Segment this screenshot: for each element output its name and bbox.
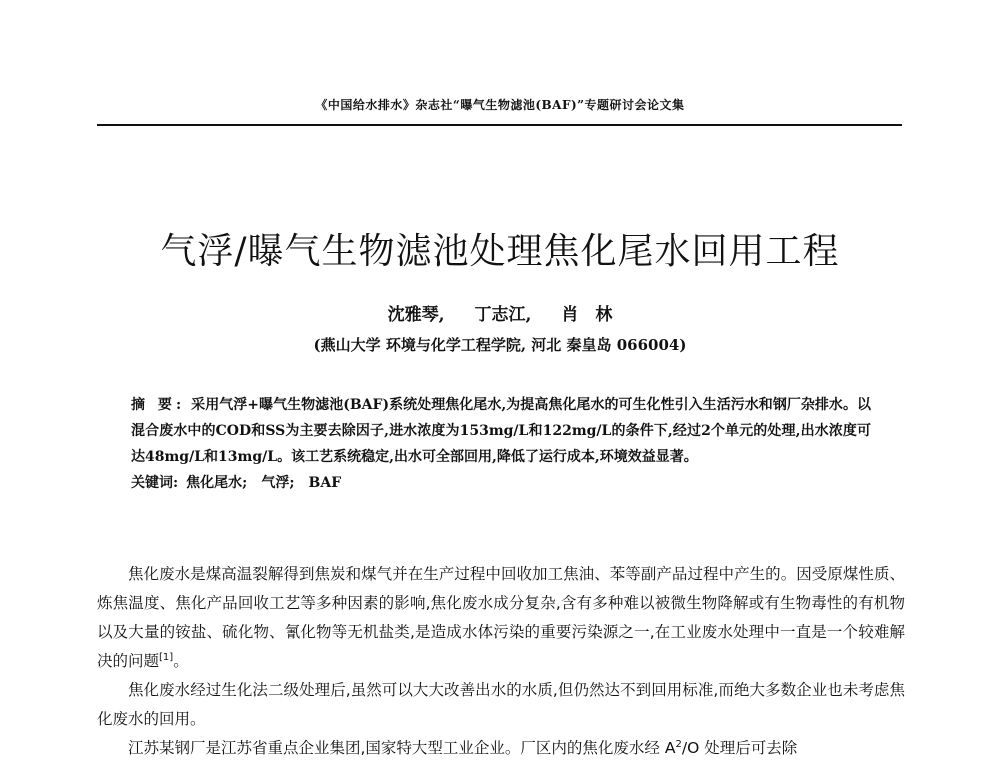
abstract-block xyxy=(131,392,871,496)
keyword-item: BAF xyxy=(308,475,342,491)
author-3: 肖 林 xyxy=(561,305,613,325)
abstract-label: 摘 要: xyxy=(131,397,186,413)
header-rule xyxy=(97,124,902,126)
paragraph-end: 。 xyxy=(173,652,189,670)
paper-title: 气浮/曝气生物滤池处理焦化尾水回用工程 xyxy=(160,231,840,272)
keyword-item: 焦化尾水; xyxy=(186,475,248,491)
author-list xyxy=(0,300,1000,325)
body-paragraph-1 xyxy=(97,560,905,676)
keywords-line xyxy=(131,470,871,496)
author-2: 丁志江, xyxy=(474,305,532,325)
body-paragraph-3 xyxy=(97,734,905,763)
paragraph-text: 焦化废水是煤高温裂解得到焦炭和煤气并在生产过程中回收加工焦油、苯等副产品过程中产生的。因受原煤性质、炼焦温度、焦化产品回收工艺等多种因素的影响,焦化废水成分复杂,含有多种难以被微生物降解或有生物毒性的有机物以及大量的铵盐、硫化物、氰化物等无机盐类,是造成水体污染的重要污染源之一,在工业废水处理中一直是一个较难解决的问题 xyxy=(97,565,905,670)
affiliation: (燕山大学 环境与化学工程学院, 河北 秦皇岛 066004) xyxy=(313,336,687,354)
body-text xyxy=(97,560,905,763)
body-paragraph-2: 焦化废水经过生化法二级处理后,虽然可以大大改善出水的水质,但仍然达不到回用标准,而绝大多数企业也未考虑焦化废水的回用。 xyxy=(97,681,905,728)
paragraph-text: 江苏某钢厂是江苏省重点企业集团,国家特大型工业企业。厂区内的焦化废水经 A xyxy=(128,739,676,757)
paragraph-text: /O 处理后可去除 xyxy=(681,739,798,757)
abstract-text: 采用气浮+曝气生物滤池(BAF)系统处理焦化尾水,为提高焦化尾水的可生化性引入生活污水和钢厂杂排水。以混合废水中的COD和SS为主要去除因子,进水浓度为153mg/L和122mg/L的条件下,经过2个单元的处理,出水浓度可达48mg/L和13mg/L。该工艺系统稳定,出水可全部回用,降低了运行成本,环境效益显著。 xyxy=(131,397,871,465)
superscript: 2 xyxy=(675,738,682,750)
running-head: 《中国给水排水》杂志社“曝气生物滤池(BAF)”专题研讨会论文集 xyxy=(315,98,685,112)
keywords-label: 关键词: xyxy=(131,475,179,491)
author-1: 沈雅琴, xyxy=(387,305,445,325)
citation-ref: [1] xyxy=(159,651,174,663)
keyword-item: 气浮; xyxy=(261,475,295,491)
